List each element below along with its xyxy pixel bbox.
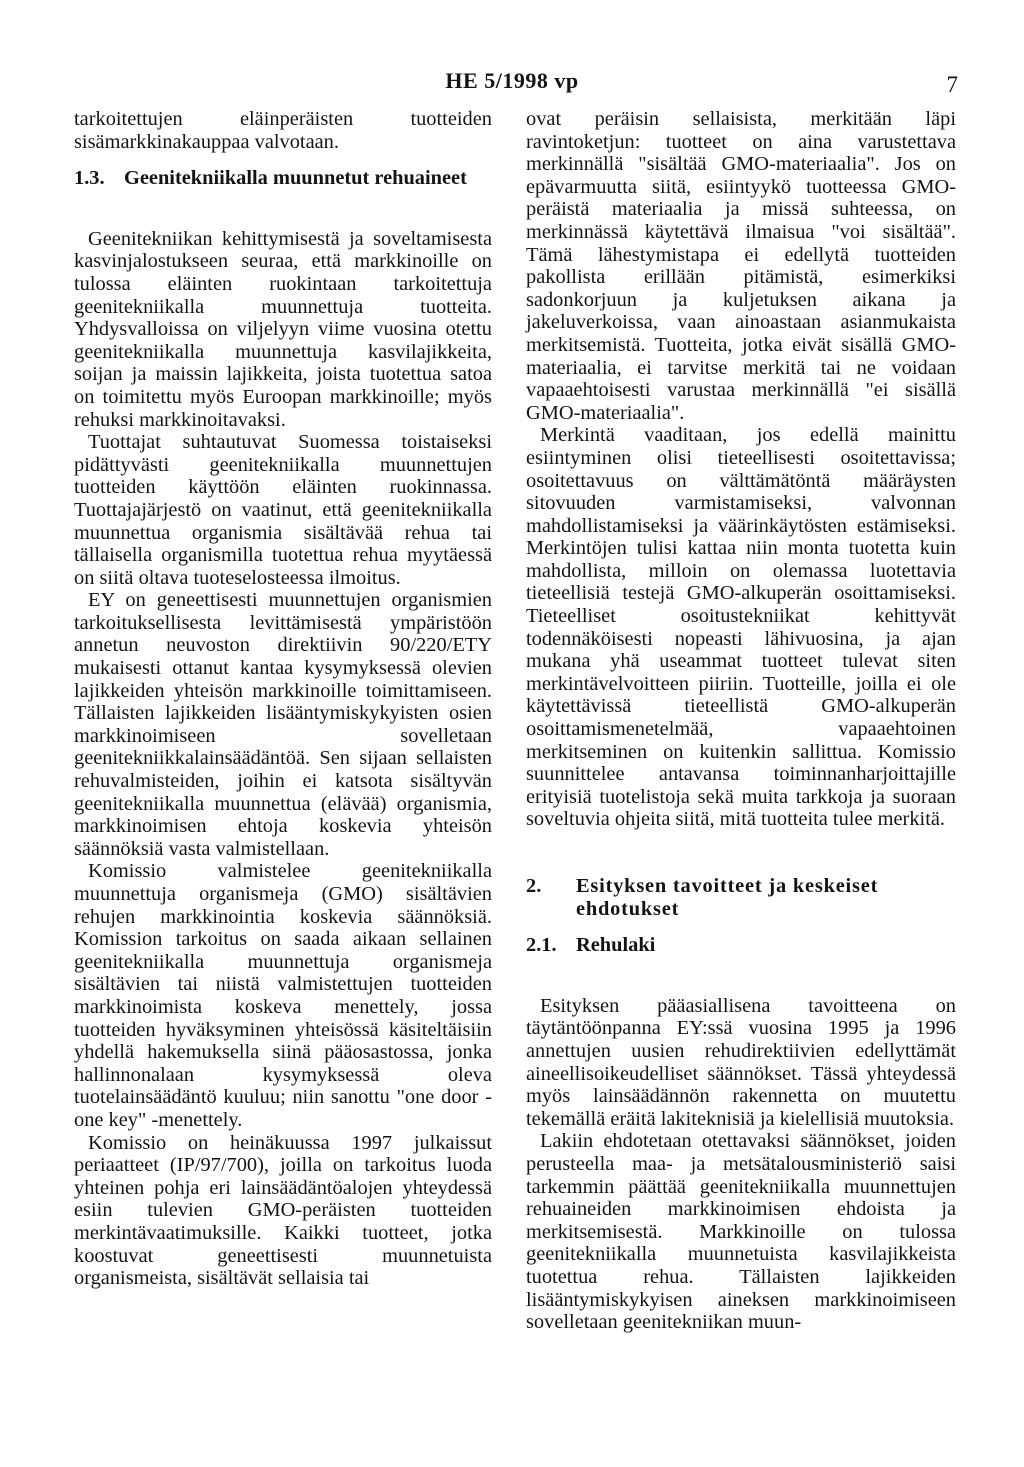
- paragraph: Komissio valmistelee geenitekniikalla muunnettuja organismeja (GMO) sisältävien rehujen markkinointia koskevia säännöksiä. Komission tarkoitus on saada aikaan sellainen geenitekniikalla muunnettuja organismeja sisältävien tai niistä valmistettujen tuotteiden markkinoimista koskeva menettely, jossa tuotteiden hyväksyminen yhteisössä käsiteltäisiin yhdellä hakemuksella siinä pääosastossa, jonka hallinnonalaan kysymyksessä oleva tuotelainsäädäntö kuuluu; niin sanottu "one door - one key" -menettely.: [74, 860, 492, 1131]
- paragraph: Merkintä vaaditaan, jos edellä mainittu esiintyminen olisi tieteellisesti osoitettavissa; osoitettavuus on välttämätöntä määräysten sitovuuden varmistamiseksi, valvonnan mahdollistamiseksi ja väärinkäytösten estämiseksi. Merkintöjen tulisi kattaa niin monta tuotetta kuin mahdollista, milloin on olemassa luotettavia tieteellisiä testejä GMO-alkuperän osoittamiseksi. Tieteelliset osoitustekniikat kehittyvät todennäköisesti nopeasti lähivuosina, ja ajan mukana yhä useammat tuotteet tulevat siten merkintävelvoitteen piiriin. Tuotteille, joilla ei ole käytettävissä tieteellistä GMO-alkuperän osoittamismenetelmää, vapaaehtoinen merkitseminen on kuitenkin sallittua. Komissio suunnittelee antavansa toiminnanharjoittajille erityisiä tuotelistoja sekä muita tarkkoja ja suoraan soveltuvia ohjeita siitä, mitä tuotteita tulee merkitä.: [526, 424, 956, 831]
- paragraph: Esityksen pääasiallisena tavoitteena on täytäntöönpanna EY:ssä vuosina 1995 ja 1996 annettujen uusien rehudirektiivien edellyttämät aineellisoikeudelliset säännökset. Tässä yhteydessä myös lainsäädännön rakennetta on muutettu tekemällä eräitä lakiteknisiä ja kielellisiä muutoksia.: [526, 994, 956, 1130]
- subsection-heading-2-1: [526, 934, 956, 957]
- page-header: [0, 68, 1024, 104]
- section-heading-1-3: [74, 167, 492, 190]
- right-column: [526, 108, 956, 1334]
- section-title: Esityksen tavoitteet ja keskeiset ehdotukset: [576, 875, 879, 920]
- paragraph: Tuottajat suhtautuvat Suomessa toistaiseksi pidättyvästi geenitekniikalla muunnettujen tuotteiden käyttöön eläinten ruokinnassa. Tuottajajärjestö on vaatinut, että geenitekniikalla muunnettua organismia sisältävää rehua tai tällaisella organismilla tuotettua rehua myytäessä on siitä oltava tuoteselosteessa ilmoitus.: [74, 431, 492, 589]
- intro-text: tarkoitettujen eläinperäisten tuotteiden sisämarkkinakauppaa valvotaan.: [74, 108, 492, 153]
- paragraph: Lakiin ehdotetaan otettavaksi säännökset, joiden perusteella maa- ja metsätalousministeriö saisi tarkemmin päättää geenitekniikalla muunnettujen rehuaineiden markkinoimisen ehdoista ja merkitsemisestä. Markkinoille on tulossa geenitekniikalla muunnetuista kasvilajikkeista tuotettua rehua. Tällaisten lajikkeiden lisääntymiskykyisen aineksen markkinoimiseen sovelletaan geenitekniikan muun-: [526, 1130, 956, 1334]
- section-heading-number: 1.3.: [74, 167, 105, 190]
- document-id: HE 5/1998 vp: [445, 68, 579, 93]
- left-column: [74, 108, 492, 1290]
- paragraph: EY on geneettisesti muunnettujen organismien tarkoituksellisesta levittämisestä ympäristöön annetun neuvoston direktiivin 90/220/ETY mukaisesti ottanut kantaa kysymyksessä olevien lajikkeiden yhteisön markkinoille toimittamiseen. Tällaisten lajikkeiden lisääntymiskykyisten osien markkinoimiseen sovelletaan geenitekniikkalainsäädäntöä. Sen sijaan sellaisten rehuvalmisteiden, joihin ei katsota sisältyvän geenitekniikalla muunnettua (elävää) organismia, markkinoimisen ehtoja koskevia yhteisön säännöksiä vasta valmistellaan.: [74, 589, 492, 860]
- page-number: 7: [946, 72, 958, 97]
- subsection-number: 2.1.: [526, 934, 557, 957]
- paragraph: Geenitekniikan kehittymisestä ja soveltamisesta kasvinjalostukseen seuraa, että markkinoille on tulossa eläinten ruokintaan tarkoitettuja geenitekniikalla muunnettuja tuotteita. Yhdysvalloissa on viljelyyn viime vuosina otettu geenitekniikalla muunnettuja kasvilajikkeita, soijan ja maissin lajikkeita, joista tuotettua satoa on toimitettu myös Euroopan markkinoille; myös rehuksi markkinoitavaksi.: [74, 227, 492, 431]
- subsection-title: Rehulaki: [576, 934, 656, 957]
- section-heading-2: [526, 875, 956, 920]
- paragraph: Komissio on heinäkuussa 1997 julkaissut periaatteet (IP/97/700), joilla on tarkoitus luoda yhteinen pohja eri lainsäädäntöalojen yhteydessä esiin tulevien GMO-peräisten tuotteiden merkintävaatimuksille. Kaikki tuotteet, jotka koostuvat geneettisesti muunnetuista organismeista, sisältävät sellaisia tai: [74, 1131, 492, 1290]
- section-number: 2.: [526, 875, 542, 897]
- paragraph: ovat peräisin sellaisista, merkitään läpi ravintoketjun: tuotteet on aina varustettava merkinnällä "sisältää GMO-materiaalia". Jos on epävarmuutta siitä, esiintyykö tuotteessa GMO-peräistä materiaalia ja missä suhteessa, on merkinnässä käytettävä ilmaisua "voi sisältää". Tämä lähestymistapa ei edellytä tuotteiden pakollista erillään pitämistä, esimerkiksi sadonkorjuun ja kuljetuksen aikana ja jakeluverkoissa, vaan ainoastaan asianmukaista merkitsemistä. Tuotteita, jotka eivät sisällä GMO-materiaalia, ei tarvitse merkitä tai ne voidaan vapaaehtoisesti varustaa merkinnällä "ei sisällä GMO-materiaalia".: [526, 108, 956, 424]
- section-heading-text: Geenitekniikalla muunnetut rehuaineet: [124, 167, 467, 190]
